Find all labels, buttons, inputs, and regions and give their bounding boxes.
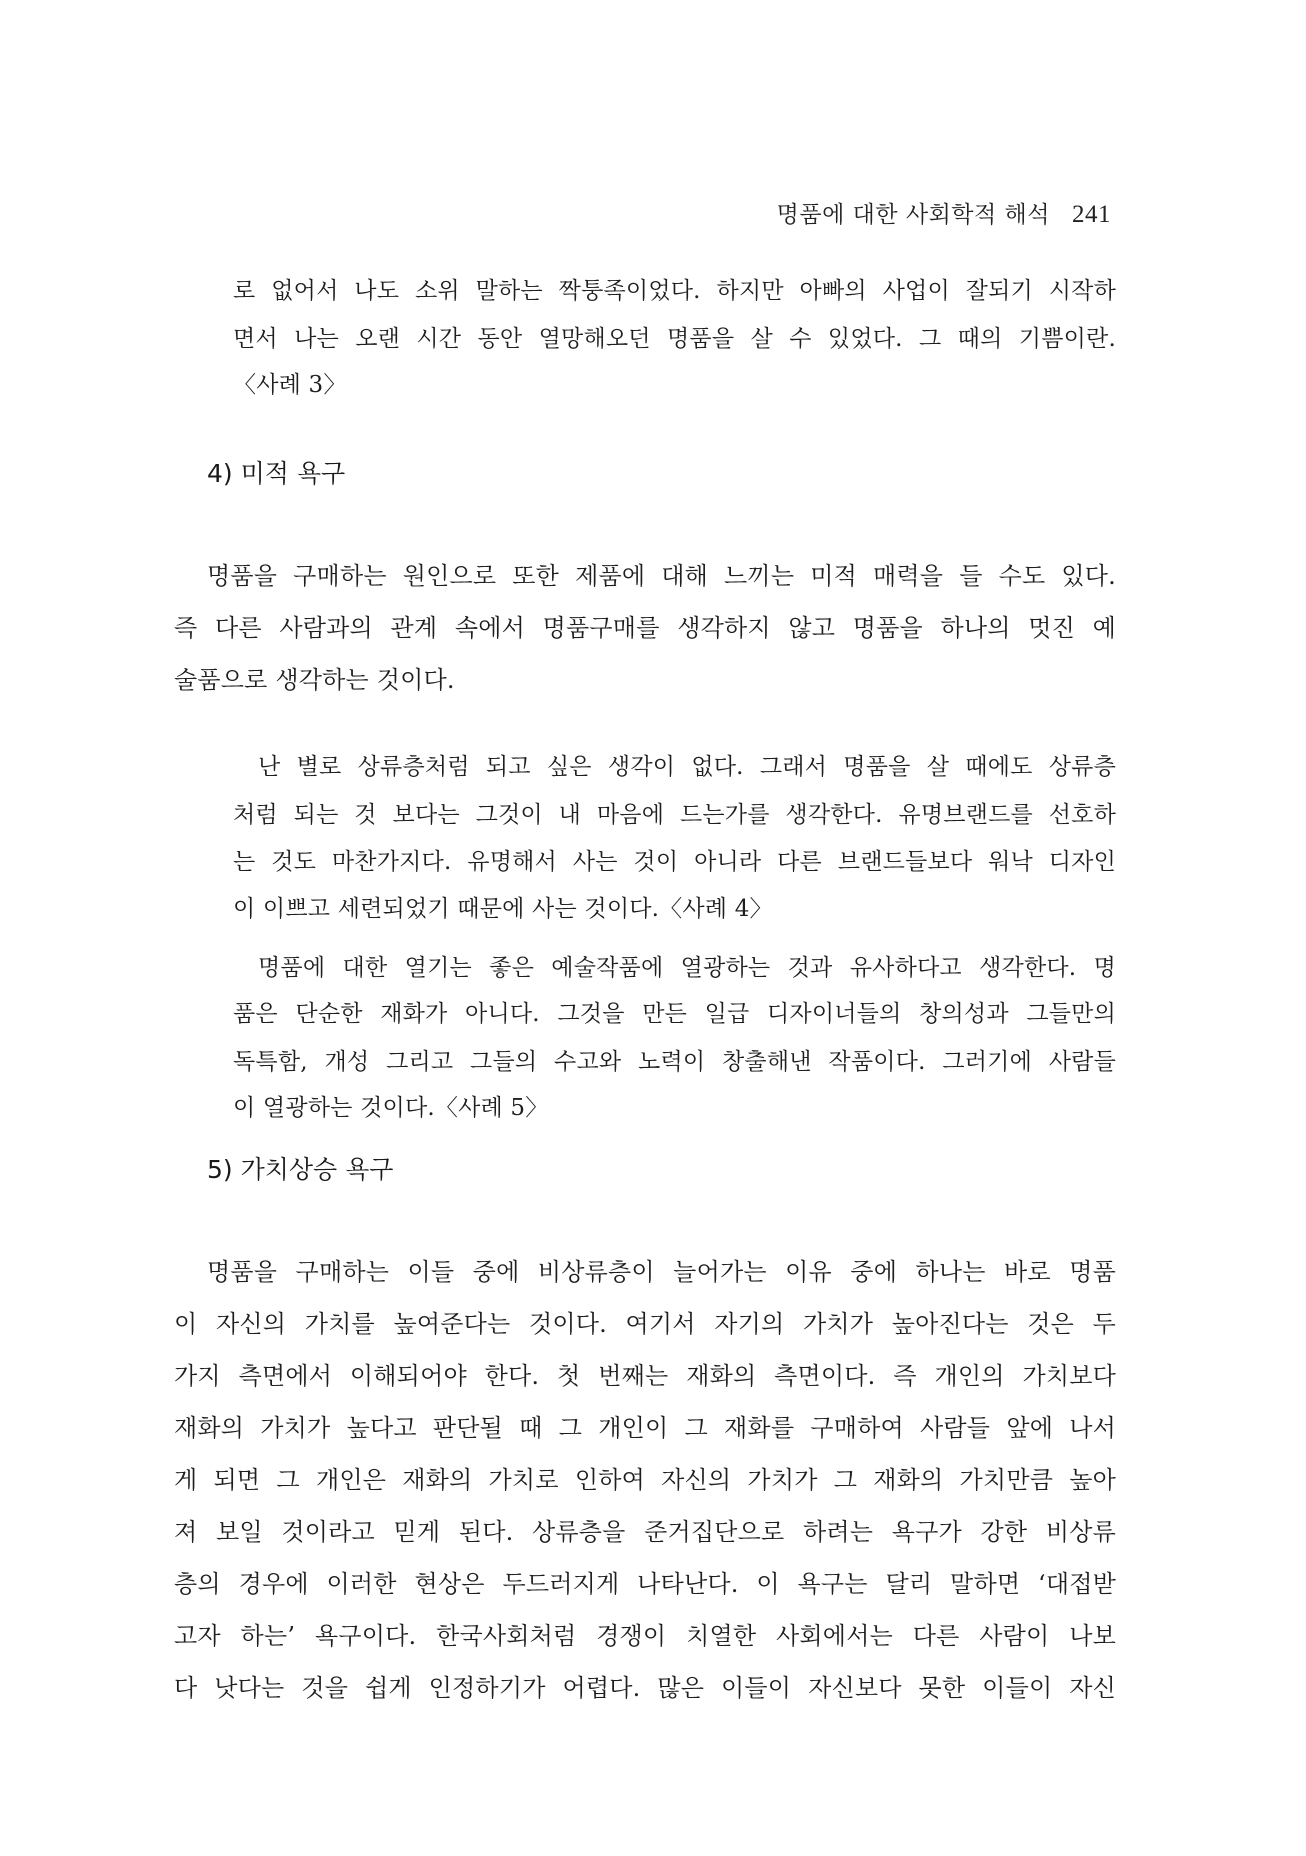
quote-line: 면서 나는 오랜 시간 동안 열망해오던 명품을 살 수 있었다. 그 때의 기쁨이란. [233,326,1116,352]
quote-line: 는 것도 마찬가지다. 유명해서 사는 것이 아니라 다른 브랜드들보다 워낙 디자인 [233,849,1116,875]
running-title: 명품에 대한 사회학적 해석 [776,202,1050,228]
body-line: 명품을 구매하는 원인으로 또한 제품에 대해 느끼는 미적 매력을 들 수도 있다. [207,562,1116,590]
body-line: 게 되면 그 개인은 재화의 가치로 인하여 자신의 가치가 그 재화의 가치만큼 높아 [174,1466,1116,1494]
page-number: 241 [1072,201,1111,228]
body-line: 가지 측면에서 이해되어야 한다. 첫 번째는 재화의 측면이다. 즉 개인의 가치보다 [174,1362,1116,1390]
running-header [777,196,1111,229]
body-line: 층의 경우에 이러한 현상은 두드러지게 나타난다. 이 욕구는 달리 말하면 ‘대접받 [174,1570,1116,1598]
body-line: 명품을 구매하는 이들 중에 비상류층이 늘어가는 이유 중에 하나는 바로 명품 [207,1258,1116,1286]
section-heading-4: 4) 미적 욕구 [207,459,346,488]
quote-line: 〈사례 3〉 [233,372,347,398]
body-line: 술품으로 생각하는 것이다. [174,666,455,694]
body-line: 져 보일 것이라고 믿게 된다. 상류층을 준거집단으로 하려는 욕구가 강한 비상류 [174,1518,1116,1546]
quote-line: 이 열광하는 것이다.〈사례 5〉 [233,1095,549,1121]
body-line: 고자 하는’ 욕구이다. 한국사회처럼 경쟁이 치열한 사회에서는 다른 사람이 나보 [174,1622,1116,1650]
body-line: 즉 다른 사람과의 관계 속에서 명품구매를 생각하지 않고 명품을 하나의 멋진 예 [174,614,1116,642]
quote-line: 난 별로 상류층처럼 되고 싶은 생각이 없다. 그래서 명품을 살 때에도 상류층 [258,754,1116,780]
section-heading-5: 5) 가치상승 욕구 [207,1155,394,1184]
quote-line: 독특함, 개성 그리고 그들의 수고와 노력이 창출해낸 작품이다. 그러기에 사람들 [233,1049,1116,1075]
quote-line: 이 이쁘고 세련되었기 때문에 사는 것이다.〈사례 4〉 [233,896,773,922]
quote-line: 처럼 되는 것 보다는 그것이 내 마음에 드는가를 생각한다. 유명브랜드를 선호하 [233,802,1116,828]
quote-line: 명품에 대한 열기는 좋은 예술작품에 열광하는 것과 유사하다고 생각한다. 명 [258,955,1116,981]
body-line: 이 자신의 가치를 높여준다는 것이다. 여기서 자기의 가치가 높아진다는 것은 두 [174,1310,1116,1338]
body-line: 다 낫다는 것을 쉽게 인정하기가 어렵다. 많은 이들이 자신보다 못한 이들이 자신 [174,1674,1116,1702]
quote-line: 로 없어서 나도 소위 말하는 짝퉁족이었다. 하지만 아빠의 사업이 잘되기 시작하 [233,278,1116,304]
body-line: 재화의 가치가 높다고 판단될 때 그 개인이 그 재화를 구매하여 사람들 앞에 나서 [174,1414,1116,1442]
quote-line: 품은 단순한 재화가 아니다. 그것을 만든 일급 디자이너들의 창의성과 그들만의 [233,1001,1116,1027]
